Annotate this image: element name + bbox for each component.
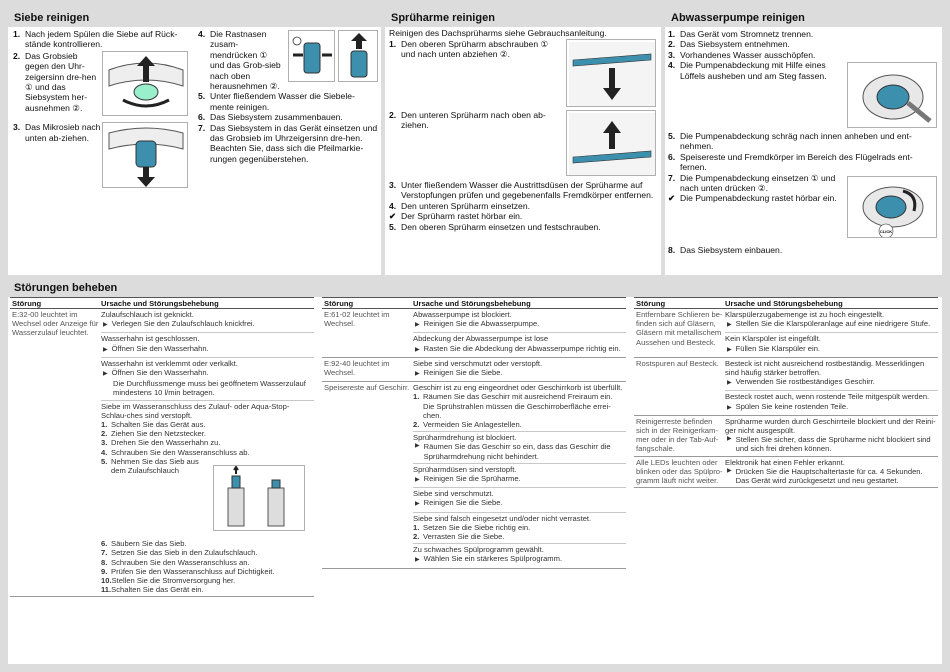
table-row: E:61-02 leuchtet im Wechsel. Abwasserpumpe ist blockiert. ▶ Reinigen Sie die Abwasserpumpe. Abdeckung der Abwasserpumpe ist lose ▶ Rasten Sie die Abdeckung der Abwasserpumpe richtig ein. xyxy=(322,309,626,358)
table-row: Speisereste auf Geschirr. Geschirr ist zu eng eingeordnet oder Geschirrkorb ist überfüllt. 1. Räumen Sie das Geschirr mit ausreichend Freiraum ein. Die Sprühstrahlen müssen die Geschirroberfläche errei-chen. 2. Vermeiden Sie Anlagestellen. Sprüharmdrehung ist blockiert. ▶ Räumen Sie das Geschirr so ein, dass das Geschirr die Sprüharmdrehung nicht behindert. Sprüharmdüsen sind verstopft. ▶ Reinigen Sie die Sprüharme. Siebe sind verschmutzt. ▶ Reinigen Sie die Siebe. Siebe sind falsch eingesetzt und/oder nicht verrastet. 1. Setzen Sie die Siebe richtig ein. 2. Verrasten Sie die Siebe. Zu schwaches Spülprogramm gewählt. ▶ Wählen Sie ein stärkeres Spülprogramm. xyxy=(322,382,626,568)
grobsieb-figure xyxy=(102,51,188,116)
siebe-step-1: 1. Nach jedem Spülen die Siebe auf Rück-stände kontrollieren. xyxy=(13,29,178,50)
siebe-step-4: 4. Die Rastnasen zusam-mendrücken ① und das Grob-sieb nach oben herausnehmen ②. xyxy=(198,29,281,92)
pumpe-step-1: 1. Das Gerät vom Stromnetz trennen. xyxy=(668,29,814,39)
panel-pumpe xyxy=(665,9,942,275)
cause-cell: Zulaufschlauch ist geknickt. ▶ Verlegen Sie den Zulaufschlauch knickfrei. xyxy=(101,309,314,333)
stoerungen-title: Störungen beheben xyxy=(8,279,942,297)
spruharme-step-1: 1. Den oberen Sprüharm abschrauben ① und nach unten abziehen ②. xyxy=(389,39,549,60)
pumpe-figure-2 xyxy=(847,176,937,238)
pumpe-figure-1 xyxy=(847,62,937,128)
rastnasen-figure-1 xyxy=(288,30,335,82)
table-row: Entfernbare Schlieren be-finden sich auf Gläsern, Gläsern mit metallischem Aussehen und Besteck. Klarspülerzugabemenge ist zu hoch eingestellt. ▶ Stellen Sie die Klarspüleranlage auf eine niedrigere Stufe. Kein Klarspüler ist eingefüllt. ▶ Füllen Sie Klarspüler ein. xyxy=(634,309,938,358)
table-row: Alle LEDs leuchten oder blinken oder das Spülpro-gramm läuft nicht weiter. Elektronik hat einen Fehler erkannt. ▶ Drücken Sie die Hauptschaltertaste für ca. 4 Sekunden. Das Gerät wird zurückgesetzt und neu gestartet. xyxy=(634,457,938,489)
pumpe-step-2: 2. Das Siebsystem entnehmen. xyxy=(668,39,790,50)
siebe-step-3: 3. Das Mikrosieb nach unten ab-ziehen. xyxy=(13,122,101,143)
click-label: CLICK xyxy=(879,229,893,234)
spruharme-step-5: 5. Den oberen Sprüharm einsetzen und festschrauben. xyxy=(389,221,601,232)
siebe-title: Siebe reinigen xyxy=(8,9,381,27)
table-row: E:92-40 leuchtet im Wechsel. Siebe sind verschmutzt oder verstopft. ▶ Reinigen Sie die Siebe. xyxy=(322,358,626,382)
table-2 xyxy=(322,297,626,569)
zulaufschlauch-figure xyxy=(213,465,305,531)
spruharme-step-3: 3. Unter fließendem Wasser die Austrittsdüsen der Sprüharme auf Verstopfungen prüfen und gegebenenfalls Fremdkörper entfernen. xyxy=(389,180,654,201)
siebe-step-5: 5. Unter fließendem Wasser die Siebele-mente reinigen. xyxy=(198,91,355,112)
pumpe-step-7: 7. Die Pumpenabdeckung einsetzen ① und nach unten drücken ②. xyxy=(668,172,836,194)
table-2-header: Störung Ursache und Störungsbehebung xyxy=(322,297,626,309)
spruharme-step-4: 4. Den unteren Sprüharm einsetzen. xyxy=(389,200,530,211)
cause-cell: Siebe im Wasseranschluss des Zulauf- oder Aqua-Stop-Schlau-ches sind verstopft. 1. Schalten Sie das Gerät aus. 2. Ziehen Sie den Netzstecker. 3. Drehen Sie den Wasserhahn zu. 4. Schrauben Sie den Wasseranschluss ab. 5. Nehmen Sie das Sieb aus dem Zulaufschlauch 6. Säubern Sie das Sieb. 7. Setzen Sie das Sieb in den Zulaufschlauch. 8. Schrauben Sie den Wasseranschluss an. 9. Prüfen Sie den Wasseranschluss auf Dichtigkeit. 10. Stellen Sie die Stromversorgung her. 11. Schalten Sie das Gerät ein. xyxy=(101,401,314,597)
pumpe-step-6: 6. Speisereste und Fremdkörper im Bereich des Flügelrads ent-fernen. xyxy=(668,151,913,173)
spruharme-step-2: 2. Den unteren Sprüharm nach oben ab-ziehen. xyxy=(389,110,546,131)
siebe-note: Beachten Sie, dass sich die Pfeilmarkie-rungen gegenüberstehen. xyxy=(210,143,364,164)
pumpe-step-5: 5. Die Pumpenabdeckung schräg nach innen anheben und ent-nehmen. xyxy=(668,131,912,152)
pumpe-step-8: 8. Das Siebsystem einbauen. xyxy=(668,245,783,255)
rastnasen-figure-2 xyxy=(338,30,378,82)
siebe-step-2: 2. Das Grobsieb gegen den Uhr-zeigersinn dre-hen ① und das Siebsystem her-ausnehmen ②. xyxy=(13,50,97,113)
table-3 xyxy=(634,297,938,488)
panel-siebe xyxy=(8,9,381,275)
cause-cell: Wasserhahn ist geschlossen. ▶ Öffnen Sie den Wasserhahn. xyxy=(101,333,314,357)
spruharme-title: Sprüharme reinigen xyxy=(385,9,661,27)
table-1-header: Störung Ursache und Störungsbehebung xyxy=(10,297,314,309)
pumpe-title: Abwasserpumpe reinigen xyxy=(665,9,942,27)
table-row: Reinigerreste befinden sich in der Reinigerkam-mer oder in der Tab-Auf-fangschale. Sprüharme wurden durch Geschirrteile blockiert und der Reini-ger nicht ausgespült. ▶ Stellen Sie sicher, dass die Sprüharme nicht blockiert sind und sich frei drehen können. xyxy=(634,416,938,457)
siebe-step-7: 7. Das Siebsystem in das Gerät einsetzen und das Grobsieb im Uhrzeigersinn dre-hen. xyxy=(198,122,378,144)
table-row: E:32-00 leuchtet im Wechsel oder Anzeige für Wasserzulauf leuchtet. Zulaufschlauch ist geknickt. ▶ Verlegen Sie den Zulaufschlauch knickfrei. Wasserhahn ist geschlossen. ▶ Öffnen Sie den Wasserhahn. Wasserhahn ist verklemmt oder verkalkt. ▶ Öffnen Sie den Wasserhahn. Die Durchflussmenge muss bei geöffnetem Wasserzulauf mindestens 10 l/min betragen. Siebe im Wasseranschluss des Zulauf- oder Aqua-Stop-Schlau-ches sind verstopft. 1. Schalten Sie das Gerät aus. 2. Ziehen Sie den Netzstecker. 3. Drehen Sie den Wasserhahn zu. 4. Schrauben Sie den Wasseranschluss ab. 5. Nehmen Sie das Sieb aus dem Zulaufschlauch 6. Säubern Sie das Sieb. 7. Setzen Sie das Sieb in den Zulaufschlauch. 8. Schrauben Sie den Wasseranschluss an. 9. Prüfen Sie den Wasseranschluss auf Dichtigkeit. 10. Stellen Sie die Stromversorgung her. 11. Schalten Sie das Gerät ein. xyxy=(10,309,314,597)
cause-cell: Wasserhahn ist verklemmt oder verkalkt. ▶ Öffnen Sie den Wasserhahn. Die Durchflussmenge muss bei geöffnetem Wasserzulauf mindestens 10 l/min betragen. xyxy=(101,358,314,401)
pumpe-step-3: 3. Vorhandenes Wasser ausschöpfen. xyxy=(668,49,816,60)
mikrosieb-figure xyxy=(102,122,188,188)
unterer-spruharm-figure xyxy=(566,110,656,176)
spruharme-check: ✔ Der Sprüharm rastet hörbar ein. xyxy=(389,211,523,222)
table-3-header: Störung Ursache und Störungsbehebung xyxy=(634,297,938,309)
pumpe-step-4: 4. Die Pumpenabdeckung mit Hilfe eines Löffels ausheben und am Steg fassen. xyxy=(668,60,827,81)
table-1 xyxy=(10,297,314,597)
panel-spruharme xyxy=(385,9,661,275)
spruharme-steps-lower xyxy=(389,180,657,232)
pumpe-check: ✔ Die Pumpenabdeckung rastet hörbar ein. xyxy=(668,193,837,204)
spruharme-intro: Reinigen des Dachsprüharms siehe Gebrauchsanleitung. xyxy=(389,28,607,38)
siebe-step-6: 6. Das Siebsystem zusammenbauen. xyxy=(198,112,343,123)
oberer-spruharm-figure xyxy=(566,39,656,107)
table-row: Rostspuren auf Besteck. Besteck ist nicht ausreichend rostbeständig. Messerklingen sind häufig stärker betroffen. ▶ Verwenden Sie rostbeständiges Geschirr. Besteck rostet auch, wenn rostende Teile mitgespült werden. ▶ Spülen Sie keine rostenden Teile. xyxy=(634,358,938,416)
